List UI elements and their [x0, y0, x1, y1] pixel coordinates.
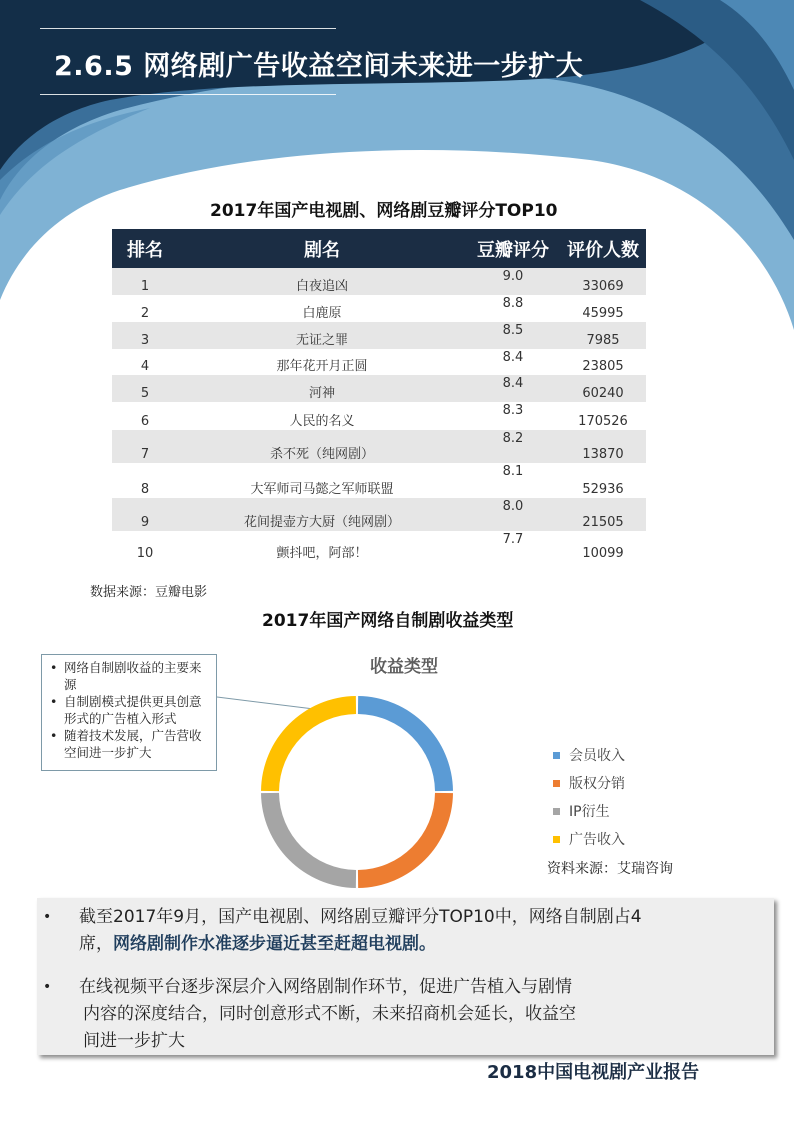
column-header-count: 评价人数: [560, 229, 646, 268]
title-cell: 颤抖吧，阿部！: [178, 531, 466, 562]
legend-label: 会员收入: [569, 748, 625, 764]
legend-item-copyright: [553, 769, 625, 797]
summary-box: [37, 898, 774, 1055]
bullet-marker: •: [43, 979, 52, 995]
page-title: 2.6.5 网络剧广告收益空间未来进一步扩大: [54, 51, 584, 82]
legend-item-ad: [553, 825, 625, 853]
table-row: [112, 349, 646, 375]
count-cell: 33069: [560, 268, 646, 295]
count-cell: 170526: [560, 402, 646, 430]
legend-label: IP衍生: [569, 804, 610, 820]
rank-cell: 7: [112, 430, 178, 463]
table-row: [112, 463, 646, 498]
table-row: [112, 402, 646, 430]
donut-chart-title: 收益类型: [370, 657, 438, 677]
title-cell: 白夜追凶: [178, 268, 466, 295]
legend-item-member: [553, 741, 625, 769]
column-header-title: 剧名: [178, 229, 466, 268]
score-cell: 7.7: [466, 531, 560, 562]
donut-slice-copyright: [358, 793, 453, 888]
chart-legend: [553, 741, 625, 853]
title-cell: 大军师司马懿之军师联盟: [178, 463, 466, 498]
callout-item: • 自制剧模式提供更具创意形式的广告植入形式: [48, 693, 212, 727]
title-cell: 河神: [178, 375, 466, 402]
score-cell: 8.2: [466, 430, 560, 463]
report-footer: 2018中国电视剧产业报告: [487, 1062, 700, 1083]
legend-swatch: [553, 836, 560, 843]
table-row: [112, 268, 646, 295]
count-cell: 21505: [560, 498, 646, 531]
table-row: [112, 375, 646, 402]
count-cell: 23805: [560, 349, 646, 375]
rank-cell: 8: [112, 463, 178, 498]
score-cell: 8.1: [466, 463, 560, 498]
title-cell: 花间提壶方大厨（纯网剧）: [178, 498, 466, 531]
title-cell: 无证之罪: [178, 322, 466, 349]
donut-slice-member: [358, 696, 453, 791]
rank-cell: 9: [112, 498, 178, 531]
callout-item: • 随着技术发展，广告营收空间进一步扩大: [48, 727, 212, 761]
legend-swatch: [553, 780, 560, 787]
summary-point-1-highlight: 网络剧制作水准逐步逼近甚至赶超电视剧。: [113, 934, 436, 954]
revenue-donut-chart: [255, 690, 459, 894]
revenue-section-title: 2017年国产网络自制剧收益类型: [262, 611, 514, 631]
rank-cell: 3: [112, 322, 178, 349]
title-cell: 白鹿原: [178, 295, 466, 322]
count-cell: 10099: [560, 531, 646, 562]
rank-cell: 1: [112, 268, 178, 295]
summary-point-2-line-2: 内容的深度结合，同时创意形式不断，未来招商机会延长，收益空: [83, 1004, 576, 1024]
title-cell: 人民的名义: [178, 402, 466, 430]
table-header-row: [112, 229, 646, 268]
count-cell: 60240: [560, 375, 646, 402]
title-rule-top: [40, 28, 336, 29]
table-row: [112, 430, 646, 463]
donut-slice-ad: [261, 696, 356, 791]
count-cell: 45995: [560, 295, 646, 322]
ranking-source-note: 数据来源：豆瓣电影: [90, 585, 208, 600]
legend-label: 版权分销: [569, 776, 625, 792]
summary-point-1-text: 席，: [79, 934, 113, 954]
summary-point-1-line-1: 截至2017年9月，国产电视剧、网络剧豆瓣评分TOP10中，网络自制剧占4: [79, 907, 642, 927]
column-header-rank: 排名: [112, 229, 178, 268]
rank-cell: 5: [112, 375, 178, 402]
table-row: [112, 531, 646, 562]
callout-item: • 网络自制剧收益的主要来源: [48, 659, 212, 693]
rank-cell: 10: [112, 531, 178, 562]
table-row: [112, 295, 646, 322]
ranking-title: 2017年国产电视剧、网络剧豆瓣评分TOP10: [210, 201, 558, 221]
bullet-marker: •: [43, 909, 52, 925]
score-cell: 8.5: [466, 322, 560, 349]
count-cell: 7985: [560, 322, 646, 349]
ranking-table: [112, 229, 646, 562]
score-cell: 8.8: [466, 295, 560, 322]
revenue-source-note: 资料来源：艾瑞咨询: [547, 861, 673, 877]
rank-cell: 2: [112, 295, 178, 322]
title-rule-bottom: [40, 94, 336, 95]
score-cell: 8.3: [466, 402, 560, 430]
score-cell: 8.4: [466, 375, 560, 402]
rank-cell: 4: [112, 349, 178, 375]
table-row: [112, 498, 646, 531]
title-cell: 那年花开月正圆: [178, 349, 466, 375]
summary-point-2-line-3: 间进一步扩大: [83, 1031, 185, 1051]
column-header-score: 豆瓣评分: [466, 229, 560, 268]
summary-point-2-line-1: 在线视频平台逐步深层介入网络剧制作环节，促进广告植入与剧情: [79, 977, 572, 997]
legend-swatch: [553, 752, 560, 759]
revenue-callout-box: [41, 654, 217, 771]
table-row: [112, 322, 646, 349]
count-cell: 13870: [560, 430, 646, 463]
score-cell: 8.4: [466, 349, 560, 375]
legend-swatch: [553, 808, 560, 815]
legend-item-ip: [553, 797, 625, 825]
legend-label: 广告收入: [569, 832, 625, 848]
rank-cell: 6: [112, 402, 178, 430]
count-cell: 52936: [560, 463, 646, 498]
score-cell: 9.0: [466, 268, 560, 295]
donut-slice-ip: [261, 793, 356, 888]
summary-point-1-line-2: [79, 931, 436, 958]
title-cell: 杀不死（纯网剧）: [178, 430, 466, 463]
score-cell: 8.0: [466, 498, 560, 531]
